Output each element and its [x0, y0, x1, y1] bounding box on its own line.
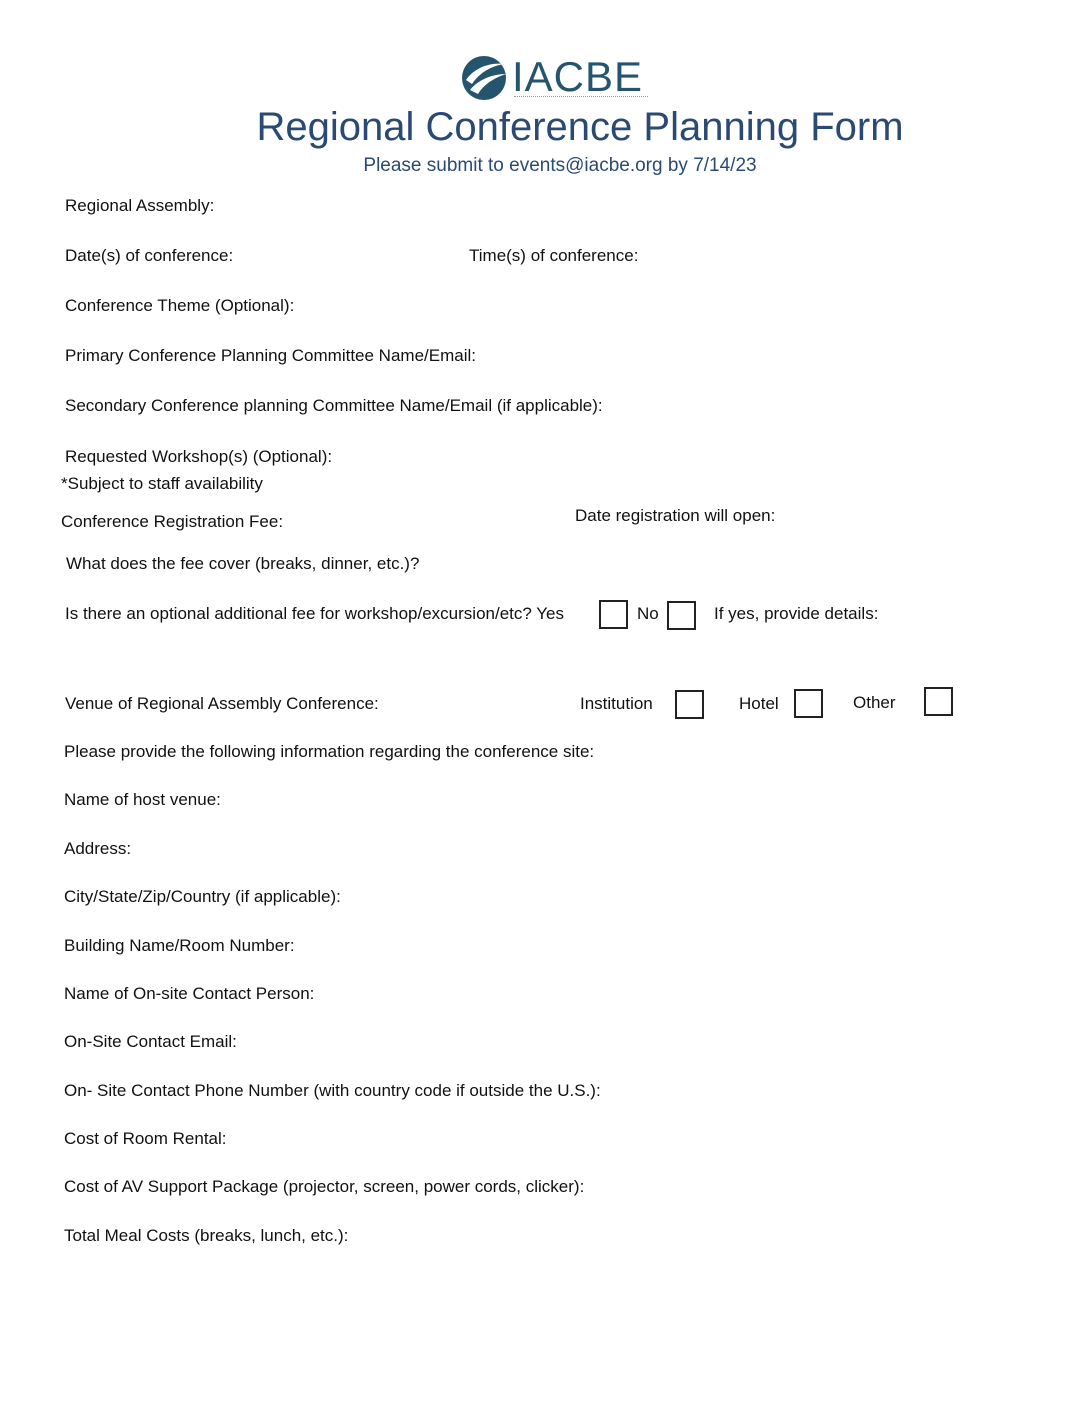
building-room-label: Building Name/Room Number:	[64, 936, 295, 955]
globe-icon	[460, 54, 508, 102]
optional-fee-details-label: If yes, provide details:	[714, 604, 879, 623]
regional-assembly-label: Regional Assembly:	[65, 196, 215, 215]
registration-fee-label: Conference Registration Fee:	[61, 512, 284, 531]
venue-label: Venue of Regional Assembly Conference:	[65, 694, 379, 713]
logo-tagline	[514, 96, 648, 100]
dates-label: Date(s) of conference:	[65, 246, 234, 265]
meal-costs-label: Total Meal Costs (breaks, lunch, etc.):	[64, 1226, 349, 1245]
room-cost-label: Cost of Room Rental:	[64, 1129, 227, 1148]
venue-hotel-label: Hotel	[739, 694, 779, 713]
onsite-email-label: On-Site Contact Email:	[64, 1032, 237, 1051]
site-info-label: Please provide the following information regarding the conference site:	[64, 742, 595, 761]
primary-committee-label: Primary Conference Planning Committee Name/Email:	[65, 346, 476, 365]
workshops-note: *Subject to staff availability	[61, 474, 263, 493]
venue-other-label: Other	[853, 693, 896, 712]
venue-institution-label: Institution	[580, 694, 653, 713]
optional-fee-label: Is there an optional additional fee for workshop/excursion/etc? Yes	[65, 604, 564, 623]
page-subtitle: Please submit to events@iacbe.org by 7/14/23	[363, 155, 757, 176]
venue-institution-checkbox[interactable]	[675, 690, 704, 719]
iacbe-logo	[460, 54, 660, 104]
host-venue-label: Name of host venue:	[64, 790, 221, 809]
theme-label: Conference Theme (Optional):	[65, 296, 295, 315]
av-cost-label: Cost of AV Support Package (projector, screen, power cords, clicker):	[64, 1177, 585, 1196]
page-title: Regional Conference Planning Form	[256, 105, 904, 149]
optional-fee-no-label: No	[637, 604, 659, 623]
registration-open-label: Date registration will open:	[575, 506, 776, 525]
optional-fee-no-checkbox[interactable]	[667, 601, 696, 630]
workshops-label: Requested Workshop(s) (Optional):	[65, 447, 333, 466]
logo-text: IACBE	[512, 53, 644, 100]
times-label: Time(s) of conference:	[469, 246, 639, 265]
onsite-contact-label: Name of On-site Contact Person:	[64, 984, 315, 1003]
secondary-committee-label: Secondary Conference planning Committee Name/Email (if applicable):	[65, 396, 603, 415]
fee-cover-label: What does the fee cover (breaks, dinner, etc.)?	[66, 554, 420, 573]
onsite-phone-label: On- Site Contact Phone Number (with country code if outside the U.S.):	[64, 1081, 601, 1100]
address-label: Address:	[64, 839, 132, 858]
venue-hotel-checkbox[interactable]	[794, 689, 823, 718]
city-state-label: City/State/Zip/Country (if applicable):	[64, 887, 341, 906]
venue-other-checkbox[interactable]	[924, 687, 953, 716]
optional-fee-yes-checkbox[interactable]	[599, 600, 628, 629]
